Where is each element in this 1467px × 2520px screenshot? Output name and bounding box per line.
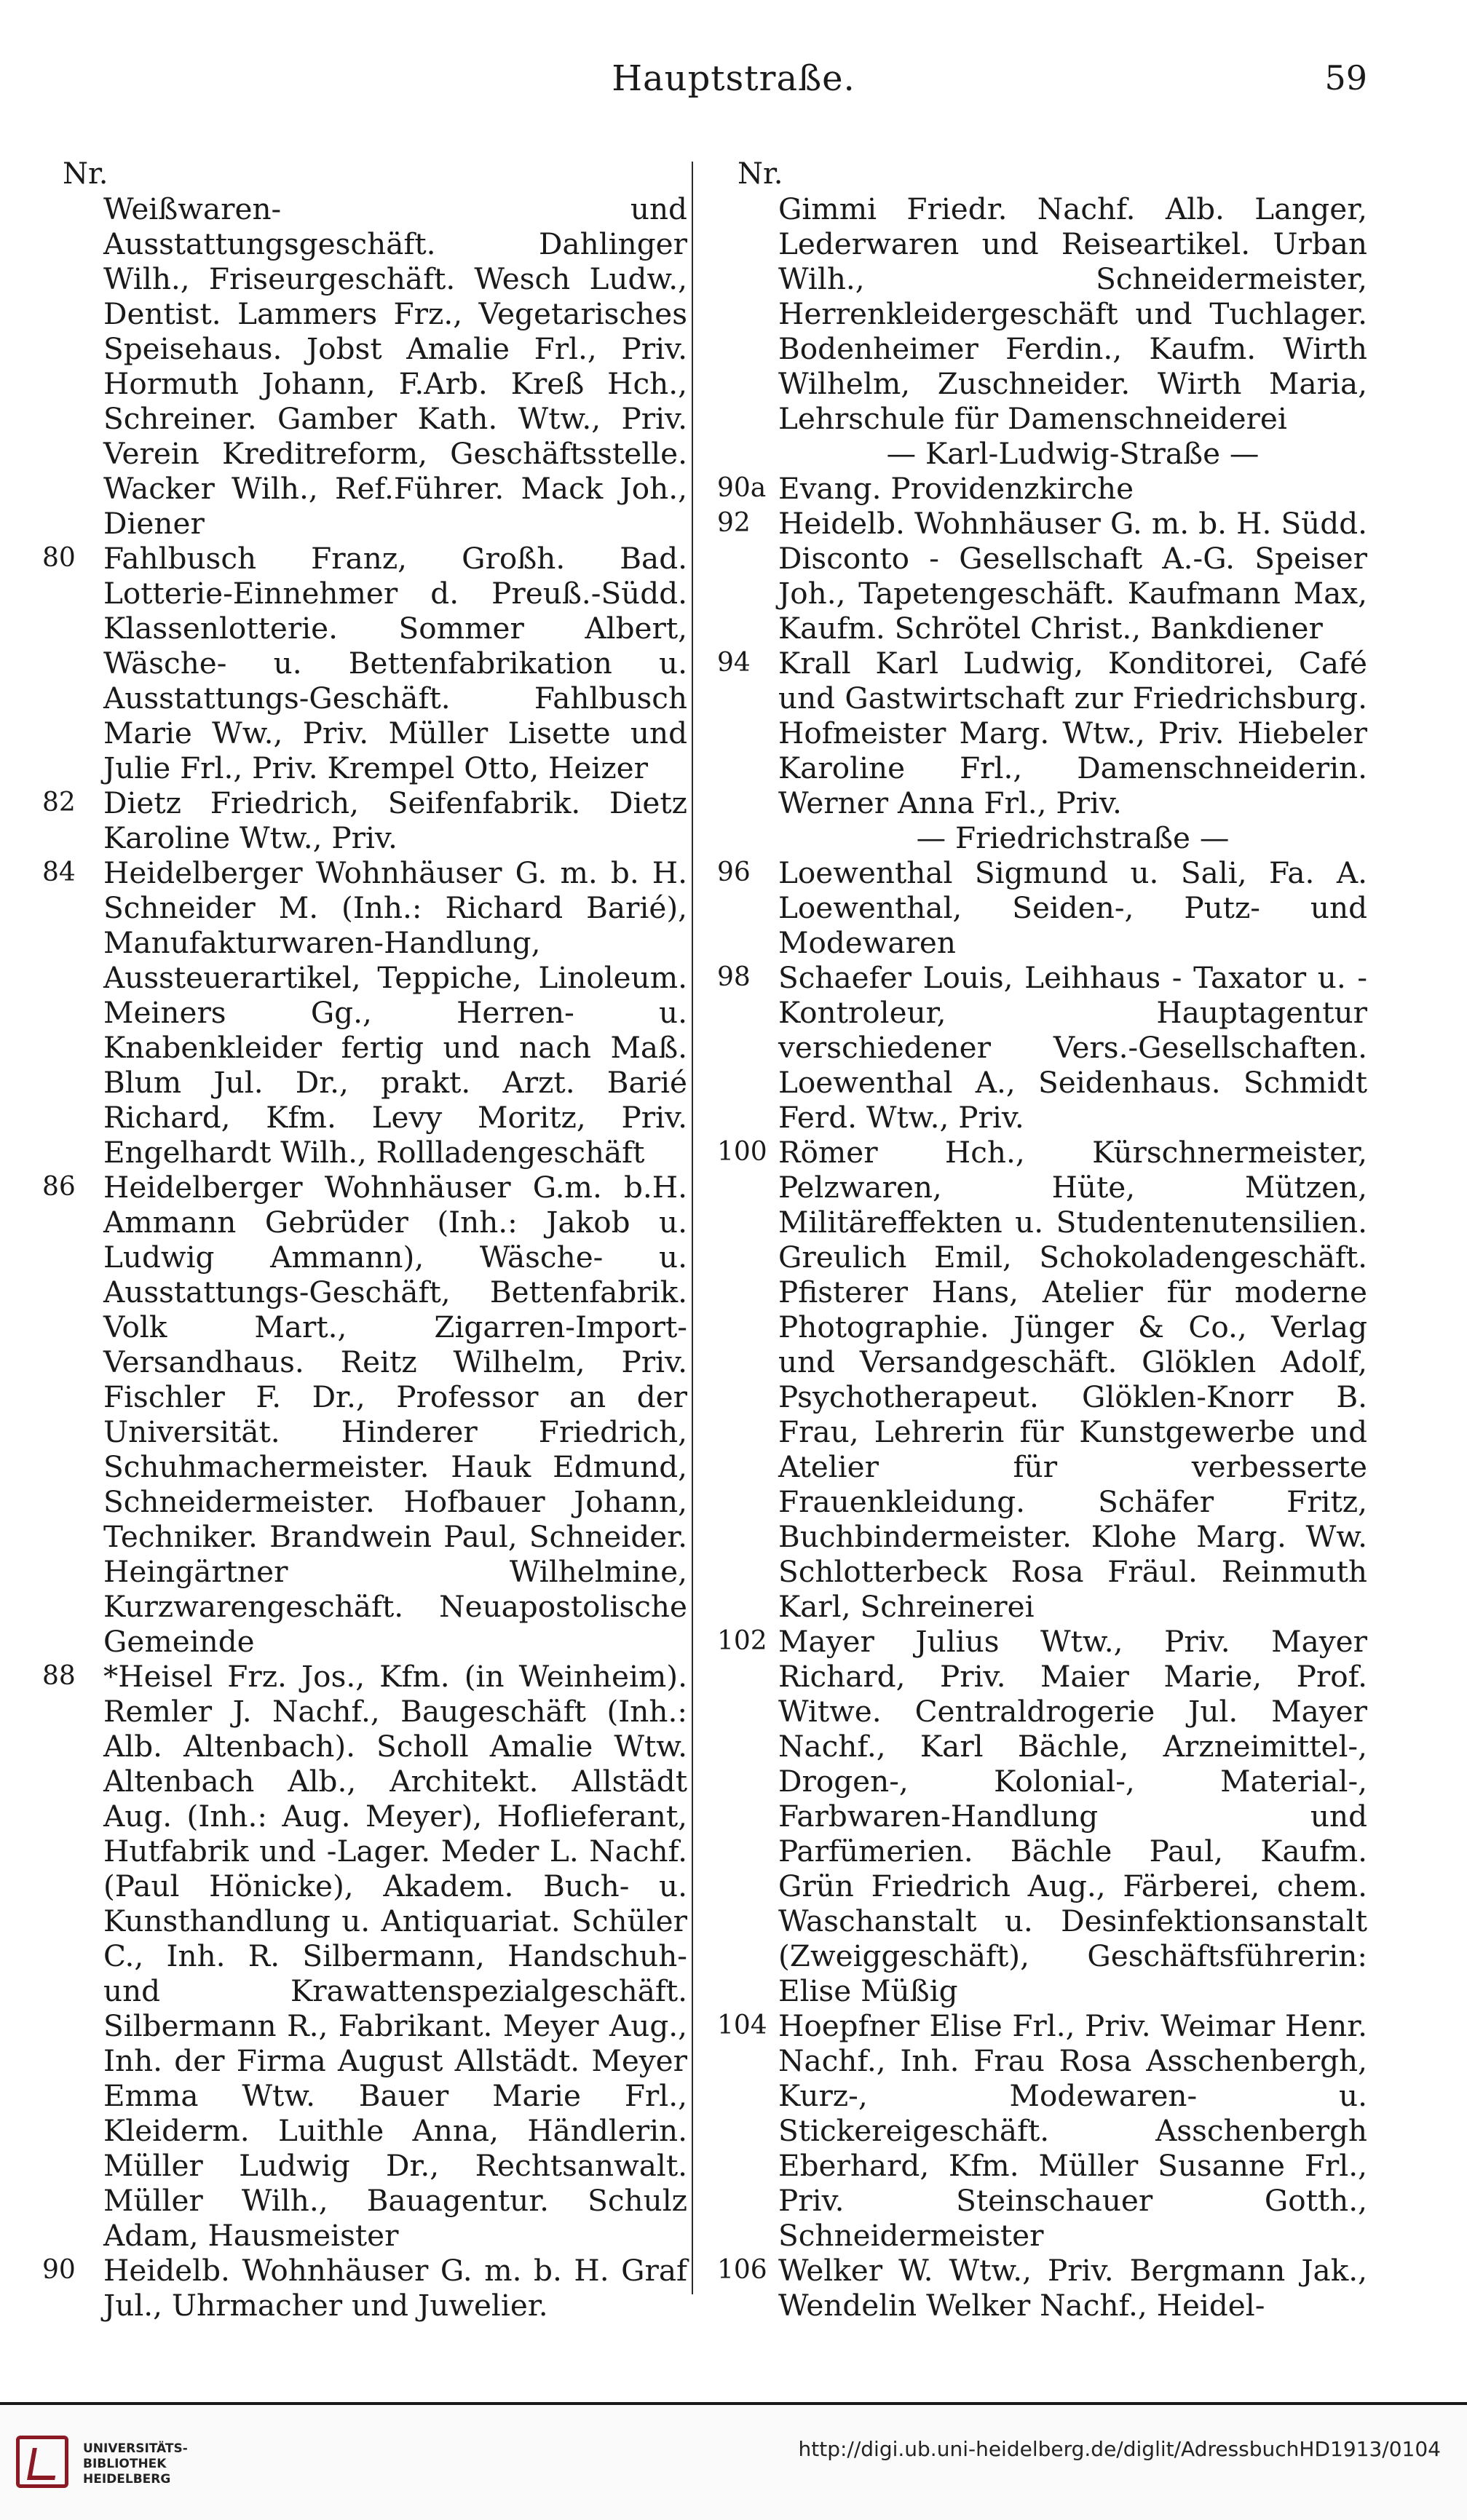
- entry-text: Schaefer Louis, Leihhaus - Taxator u. -Kontroleur, Hauptagentur verschiedener Vers.-Gesellschaften. Loewenthal A., Seidenhaus. Schmidt Ferd. Wtw., Priv.: [778, 960, 1367, 1135]
- entry-text: Hoepfner Elise Frl., Priv. Weimar Henr. Nachf., Inh. Frau Rosa Asschenbergh, Kurz-, Modewaren- u. Stickereigeschäft. Asschenbergh Eberhard, Kfm. Müller Susanne Frl., Priv. Steinschauer Gotth., Schneidermeister: [778, 2008, 1367, 2253]
- address-entry: [717, 191, 1367, 436]
- entry-text: Welker W. Wtw., Priv. Bergmann Jak., Wendelin Welker Nachf., Heidel-: [778, 2253, 1367, 2323]
- entry-text: Fahlbusch Franz, Großh. Bad. Lotterie-Einnehmer d. Preuß.-Südd. Klassenlotterie. Sommer Albert, Wäsche- u. Bettenfabrikation u. Ausstattungs-Geschäft. Fahlbusch Marie Ww., Priv. Müller Lisette und Julie Frl., Priv. Krempel Otto, Heizer: [103, 541, 687, 785]
- address-entry: [717, 855, 1367, 960]
- nr-label: Nr.: [738, 157, 783, 191]
- house-number: 84: [42, 857, 76, 887]
- address-entry: [42, 2253, 687, 2323]
- library-name: [83, 2441, 188, 2487]
- library-name-line: BIBLIOTHEK: [83, 2457, 167, 2471]
- entry-text: Dietz Friedrich, Seifenfabrik. Dietz Karoline Wtw., Priv.: [103, 785, 687, 855]
- address-entry: [717, 646, 1367, 820]
- page-title: Hauptstraße.: [612, 58, 855, 99]
- address-entry: [42, 1170, 687, 1659]
- address-entry: [717, 506, 1367, 646]
- address-entry: [717, 2253, 1367, 2323]
- source-url-link[interactable]: http://digi.ub.uni-heidelberg.de/diglit/AdressbuchHD1913/0104: [798, 2437, 1441, 2461]
- page-number: 59: [1324, 58, 1367, 98]
- house-number: 88: [42, 1661, 76, 1691]
- house-number: 104: [717, 2010, 767, 2040]
- house-number: 102: [717, 1626, 767, 1656]
- house-number: 98: [717, 962, 751, 992]
- house-number: 92: [717, 508, 751, 538]
- house-number: 90a: [717, 473, 767, 503]
- library-logo-icon: [16, 2436, 68, 2488]
- address-entry: [42, 785, 687, 855]
- entry-text: Heidelberger Wohnhäuser G.m. b.H. Ammann Gebrüder (Inh.: Jakob u. Ludwig Ammann), Wäsche- u. Ausstattungs-Geschäft, Bettenfabrik. Volk Mart., Zigarren-Import-Versandhaus. Reitz Wilhelm, Priv. Fischler F. Dr., Professor an der Universität. Hinderer Friedrich, Schuhmachermeister. Hauk Edmund, Schneidermeister. Hofbauer Johann, Techniker. Brandwein Paul, Schneider. Heingärtner Wilhelmine, Kurzwarengeschäft. Neuapostolische Gemeinde: [103, 1170, 687, 1659]
- address-entry: [42, 855, 687, 1170]
- address-entry: [717, 960, 1367, 1135]
- nr-label: Nr.: [63, 157, 108, 191]
- entry-text: *Heisel Frz. Jos., Kfm. (in Weinheim). Remler J. Nachf., Baugeschäft (Inh.: Alb. Altenbach). Scholl Amalie Wtw. Altenbach Alb., Architekt. Allstädt Aug. (Inh.: Aug. Meyer), Hoflieferant, Hutfabrik und -Lager. Meder L. Nachf. (Paul Hönicke), Akadem. Buch- u. Kunsthandlung u. Antiquariat. Schüler C., Inh. R. Silbermann, Handschuh- und Krawattenspezialgeschäft. Silbermann R., Fabrikant. Meyer Aug., Inh. der Firma August Allstädt. Meyer Emma Wtw. Bauer Marie Frl., Kleiderm. Luithle Anna, Händlerin. Müller Ludwig Dr., Rechtsanwalt. Müller Wilh., Bauagentur. Schulz Adam, Hausmeister: [103, 1659, 687, 2253]
- house-number: 96: [717, 857, 751, 887]
- entry-text: Gimmi Friedr. Nachf. Alb. Langer, Lederwaren und Reiseartikel. Urban Wilh., Schneidermeister, Herrenkleidergeschäft und Tuchlager. Bodenheimer Ferdin., Kaufm. Wirth Wilhelm, Zuschneider. Wirth Maria, Lehrschule für Damenschneiderei: [778, 191, 1367, 436]
- entry-text: Evang. Providenzkirche: [778, 471, 1134, 506]
- street-section-heading: — Friedrichstraße —: [916, 820, 1230, 855]
- entry-text: Krall Karl Ludwig, Konditorei, Café und Gastwirtschaft zur Friedrichsburg. Hofmeister Marg. Wtw., Priv. Hiebeler Karoline Frl., Damenschneiderin. Werner Anna Frl., Priv.: [778, 646, 1367, 820]
- entry-text: Loewenthal Sigmund u. Sali, Fa. A. Loewenthal, Seiden-, Putz- und Modewaren: [778, 855, 1367, 960]
- footer-bar: [0, 2402, 1467, 2520]
- house-number: 106: [717, 2255, 767, 2285]
- address-entry: [717, 471, 1367, 506]
- entry-text: Heidelberger Wohnhäuser G. m. b. H. Schneider M. (Inh.: Richard Barié), Manufakturwaren-Handlung, Aussteuerartikel, Teppiche, Linoleum. Meiners Gg., Herren- u. Knabenkleider fertig und nach Maß. Blum Jul. Dr., prakt. Arzt. Barié Richard, Kfm. Levy Moritz, Priv. Engelhardt Wilh., Rollladengeschäft: [103, 855, 687, 1170]
- street-section-heading: — Karl-Ludwig-Straße —: [886, 436, 1260, 471]
- house-number: 86: [42, 1172, 76, 1202]
- library-name-line: UNIVERSITÄTS-: [83, 2441, 188, 2456]
- right-column: [717, 156, 1367, 2323]
- address-entry: [42, 191, 687, 541]
- house-number: 90: [42, 2255, 76, 2285]
- entry-text: Mayer Julius Wtw., Priv. Mayer Richard, Priv. Maier Marie, Prof. Witwe. Centraldrogerie Jul. Mayer Nachf., Karl Bächle, Arzneimittel-, Drogen-, Kolonial-, Material-, Farbwaren-Handlung und Parfümerien. Bächle Paul, Kaufm. Grün Friedrich Aug., Färberei, chem. Waschanstalt u. Desinfektionsanstalt (Zweiggeschäft), Geschäftsführerin: Elise Müßig: [778, 1624, 1367, 2008]
- house-number: 80: [42, 543, 76, 573]
- address-entry: [717, 1135, 1367, 1624]
- page-header: [0, 58, 1467, 116]
- address-entry: [42, 1659, 687, 2253]
- entry-text: Heidelb. Wohnhäuser G. m. b. H. Südd. Disconto - Gesellschaft A.-G. Speiser Joh., Tapetengeschäft. Kaufmann Max, Kaufm. Schrötel Christ., Bankdiener: [778, 506, 1367, 646]
- house-number: 94: [717, 648, 751, 678]
- house-number: 82: [42, 788, 76, 817]
- column-divider: [692, 162, 693, 2294]
- house-number: 100: [717, 1137, 767, 1167]
- entry-text: Heidelb. Wohnhäuser G. m. b. H. Graf Jul., Uhrmacher und Juwelier.: [103, 2253, 687, 2323]
- address-entry: [717, 1624, 1367, 2008]
- left-column: [42, 156, 687, 2323]
- entry-text: Römer Hch., Kürschnermeister, Pelzwaren, Hüte, Mützen, Militäreffekten u. Studentenutensilien. Greulich Emil, Schokoladengeschäft. Pfisterer Hans, Atelier für moderne Photographie. Jünger & Co., Verlag und Versandgeschäft. Glöklen Adolf, Psychotherapeut. Glöklen-Knorr B. Frau, Lehrerin für Kunstgewerbe und Atelier für verbesserte Frauenkleidung. Schäfer Fritz, Buchbindermeister. Klohe Marg. Ww. Schlotterbeck Rosa Fräul. Reinmuth Karl, Schreinerei: [778, 1135, 1367, 1624]
- address-entry: [717, 2008, 1367, 2253]
- address-entry: [42, 541, 687, 785]
- library-name-line: HEIDELBERG: [83, 2472, 171, 2487]
- entry-text: Weißwaren- und Ausstattungsgeschäft. Dahlinger Wilh., Friseurgeschäft. Wesch Ludw., Dentist. Lammers Frz., Vegetarisches Speisehaus. Jobst Amalie Frl., Priv. Hormuth Johann, F.Arb. Kreß Hch., Schreiner. Gamber Kath. Wtw., Priv. Verein Kreditreform, Geschäftsstelle. Wacker Wilh., Ref.Führer. Mack Joh., Diener: [103, 191, 687, 541]
